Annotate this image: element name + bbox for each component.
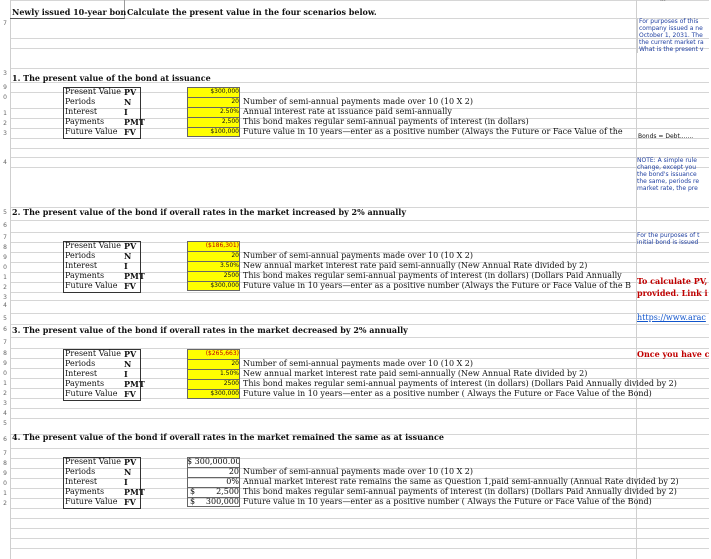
header-title-b: Calculate the present value in the four scenarios below.: [127, 7, 377, 17]
s4-row-label: Interest: [65, 477, 98, 486]
s3-row-label: Interest: [65, 369, 98, 378]
s1-row-code: N: [124, 97, 132, 107]
s4-row-label: Periods: [65, 467, 96, 476]
s4-value-input[interactable]: 0%: [226, 477, 239, 486]
s3-value-input[interactable]: 20: [231, 360, 239, 367]
s3-row-description: Future value in 10 years—enter as a positive number ( Always the Future or Face Value of the Bond): [243, 389, 652, 398]
grid-row-line: [10, 232, 709, 233]
s3-row-description: Number of semi-annual payments made over 10 (10 X 2): [243, 359, 474, 368]
s1-value-cell-border: [187, 117, 240, 127]
s4-row-description: Number of semi-annual payments made over 10 (10 X 2): [243, 467, 474, 476]
s4-row-label: Future Value: [65, 497, 118, 506]
s1-value-cell-border: [187, 87, 240, 97]
s4-value-cell-border: [187, 457, 240, 467]
row-number[interactable]: 8: [3, 350, 7, 357]
s3-value-input[interactable]: 2500: [223, 380, 239, 387]
s2-row-description: This bond makes regular semi-annual payments of interest (in dollars) (Dollars Paid Annually: [243, 271, 622, 280]
grid-row-line: [10, 418, 709, 419]
row-number[interactable]: 6: [3, 326, 7, 333]
s3-value-input[interactable]: ($265,663): [205, 350, 239, 357]
s2-row-code: PV: [124, 241, 137, 251]
row-number[interactable]: 0: [3, 480, 7, 487]
row-number[interactable]: 1: [3, 490, 7, 497]
s3-value-cell-border: [187, 359, 240, 369]
bonds-debt-note: Bonds = Debt.......: [638, 133, 694, 140]
row-number[interactable]: 2: [3, 284, 7, 291]
side-note-1-line: the current market ra: [639, 39, 704, 46]
s2-value-cell-border: [187, 241, 240, 251]
row-number[interactable]: 6: [3, 436, 7, 443]
s4-value-input[interactable]: 20: [228, 467, 239, 476]
side-note-2: [637, 157, 709, 192]
grid-row-line: [10, 148, 709, 149]
s2-row-description: New annual market interest rate paid semi-annually (New Annual Rate divided by 2): [243, 261, 588, 270]
s2-row-description: Future value in 10 years—enter as a positive number (Always the Future or Face Value of the B: [243, 281, 632, 290]
s1-row-code: FV: [124, 127, 136, 137]
currency-symbol: $: [190, 497, 196, 506]
s4-row-description: Annual market interest rate remains the same as Question 1,paid semi-annually (Annual Rate divided by 2): [243, 477, 679, 486]
s3-title: 3. The present value of the bond if overall rates in the market decreased by 2% annually: [12, 325, 408, 335]
s4-value-cell-border: [187, 467, 240, 477]
row-number[interactable]: 0: [3, 264, 7, 271]
row-number[interactable]: 9: [3, 254, 7, 261]
grid-row-line: [10, 313, 709, 314]
s1-value-input[interactable]: 2.50%: [219, 108, 239, 115]
row-number[interactable]: 6: [3, 222, 7, 229]
s3-row-description: New annual market interest rate paid semi-annually (New Annual Rate divided by 2): [243, 369, 588, 378]
grid-row-line: [10, 48, 709, 49]
provided-link-note: provided. Link i: [637, 288, 708, 298]
row-number[interactable]: 5: [3, 315, 7, 322]
s4-value-input[interactable]: 300,000: [205, 497, 239, 506]
row-number[interactable]: 5: [3, 209, 7, 216]
s2-value-cell-border: [187, 251, 240, 261]
s3-value-cell-border: [187, 349, 240, 359]
s3-row-code: PMT: [124, 379, 145, 389]
s2-row-label: Future Value: [65, 281, 118, 290]
s1-row-code: I: [124, 107, 128, 117]
grid-row-line: [10, 167, 709, 168]
s2-row-code: PMT: [124, 271, 145, 281]
header-topright: [660, 0, 709, 5]
s2-value-input[interactable]: 20: [231, 252, 239, 259]
s4-title: 4. The present value of the bond if overall rates in the market remained the same as at issuance: [12, 432, 444, 442]
s1-row-label: Periods: [65, 97, 96, 106]
row-number[interactable]: 1: [3, 274, 7, 281]
row-number[interactable]: 1: [3, 110, 7, 117]
s4-value-cell-border: [187, 487, 240, 497]
s3-value-cell-border: [187, 379, 240, 389]
row-number[interactable]: 0: [3, 370, 7, 377]
side-note-1-line: October 1, 2031. The: [639, 32, 703, 39]
grid-row-line: [10, 548, 709, 549]
once-you-have-note: Once you have c: [637, 349, 710, 359]
s1-value-cell-border: [187, 127, 240, 137]
row-number[interactable]: 9: [3, 84, 7, 91]
s1-row-description: This bond makes regular semi-annual payments of interest (in dollars): [243, 117, 529, 126]
s1-row-description: Annual interest rate at issuance paid semi-annually: [243, 107, 452, 116]
s1-value-input[interactable]: 20: [231, 98, 239, 105]
s1-row-code: PMT: [124, 117, 145, 127]
s2-row-code: FV: [124, 281, 136, 291]
row-number[interactable]: 9: [3, 470, 7, 477]
s2-row-code: I: [124, 261, 128, 271]
s4-row-code: PMT: [124, 487, 145, 497]
header-title-a: Newly issued 10-year bon: [12, 7, 127, 17]
s1-row-label: Interest: [65, 107, 98, 116]
s1-row-label: Future Value: [65, 127, 118, 136]
row-number[interactable]: 4: [3, 410, 7, 417]
s4-row-code: N: [124, 467, 132, 477]
s2-value-input[interactable]: $300,000: [210, 282, 239, 289]
s1-value-cell-border: [187, 97, 240, 107]
s2-title: 2. The present value of the bond if overall rates in the market increased by 2% annually: [12, 207, 406, 217]
grid-row-line: [10, 528, 709, 529]
s1-row-code: PV: [124, 87, 137, 97]
grid-row-line: [10, 538, 709, 539]
s2-value-cell-border: [187, 281, 240, 291]
row-number[interactable]: 1: [3, 380, 7, 387]
s4-row-label: Present Value: [65, 457, 121, 466]
s3-row-label: Present Value: [65, 349, 121, 358]
side-note-3-line: For the purposes of t: [637, 232, 700, 239]
grid-row-line: [10, 157, 709, 158]
s3-value-cell-border: [187, 389, 240, 399]
s2-row-label: Periods: [65, 251, 96, 260]
s2-value-cell-border: [187, 271, 240, 281]
s3-value-input[interactable]: $300,000: [210, 390, 239, 397]
s4-row-code: I: [124, 477, 128, 487]
s4-row-code: FV: [124, 497, 136, 507]
row-number[interactable]: 7: [3, 339, 7, 346]
row-number[interactable]: 2: [3, 390, 7, 397]
s4-value-cell-border: [187, 497, 240, 507]
s1-value-input[interactable]: $300,000: [210, 88, 239, 95]
s3-row-description: This bond makes regular semi-annual payments of interest (in dollars) (Dollars Paid Annually divided by 2): [243, 379, 677, 388]
row-number[interactable]: 5: [3, 420, 7, 427]
currency-symbol: $: [190, 487, 196, 496]
s2-row-description: Number of semi-annual payments made over 10 (10 X 2): [243, 251, 474, 260]
s2-value-input[interactable]: 2500: [223, 272, 239, 279]
grid-row-line: [10, 448, 709, 449]
row-number[interactable]: 9: [3, 360, 7, 367]
grid-row-line: [10, 518, 709, 519]
grid-row-line: [10, 38, 709, 39]
side-note-2-line: NOTE: A simple rule: [637, 157, 697, 164]
side-note-1-line: company issued a ne: [639, 25, 703, 32]
row-number[interactable]: 2: [3, 500, 7, 507]
row-number[interactable]: 3: [3, 70, 7, 77]
s2-row-label: Payments: [65, 271, 105, 280]
row-number[interactable]: 2: [3, 120, 7, 127]
s2-value-input[interactable]: ($186,301): [205, 242, 239, 249]
side-note-2-line: the bond's issuance: [637, 171, 697, 178]
s3-row-label: Future Value: [65, 389, 118, 398]
row-number[interactable]: 7: [3, 234, 7, 241]
calc-pv-note: To calculate PV,: [637, 276, 708, 286]
s4-row-description: This bond makes regular semi-annual payments of interest (in dollars) (Dollars Paid Annually divided by 2): [243, 487, 677, 496]
row-number[interactable]: 3: [3, 400, 7, 407]
external-link[interactable]: https://www.arac: [637, 313, 706, 322]
s4-row-code: PV: [124, 457, 137, 467]
s1-row-description: Number of semi-annual payments made over 10 (10 X 2): [243, 97, 474, 106]
s4-row-label: Payments: [65, 487, 105, 496]
side-note-3-line: initial bond is issued: [637, 239, 699, 246]
s1-row-label: Present Value: [65, 87, 121, 96]
s1-value-input[interactable]: 2,500: [221, 118, 239, 125]
side-note-3: [637, 232, 709, 246]
grid-row-line: [10, 408, 709, 409]
s3-row-code: I: [124, 369, 128, 379]
s2-value-cell-border: [187, 261, 240, 271]
s1-row-label: Payments: [65, 117, 105, 126]
grid-row-line: [10, 68, 709, 69]
s1-row-description: Future value in 10 years—enter as a positive number (Always the Future or Face Value of the: [243, 127, 623, 136]
grid-row-line: [10, 300, 709, 301]
s1-value-input[interactable]: $100,000: [210, 128, 239, 135]
grid-row-line: [10, 337, 709, 338]
row-number[interactable]: 8: [3, 244, 7, 251]
s4-value-cell-border: [187, 477, 240, 487]
s3-row-code: N: [124, 359, 132, 369]
s1-value-cell-border: [187, 107, 240, 117]
s3-row-code: PV: [124, 349, 137, 359]
s3-value-cell-border: [187, 369, 240, 379]
row-number[interactable]: 3: [3, 294, 7, 301]
row-number[interactable]: 4: [3, 302, 7, 309]
s4-value-input[interactable]: 2,500: [216, 487, 239, 496]
s3-row-label: Periods: [65, 359, 96, 368]
grid-row-line: [10, 220, 709, 221]
s3-row-code: FV: [124, 389, 136, 399]
row-header-divider: [10, 0, 11, 559]
side-note-2-line: market rate, the pre: [637, 185, 698, 192]
side-note-2-line: the same, periods re: [637, 178, 700, 185]
row-number[interactable]: 3: [3, 130, 7, 137]
s4-row-description: Future value in 10 years—enter as a positive number ( Always the Future or Face Value of the Bond): [243, 497, 652, 506]
s2-row-label: Present Value: [65, 241, 121, 250]
side-note-1-line: For purposes of this: [639, 18, 699, 25]
s2-value-input[interactable]: 3.50%: [219, 262, 239, 269]
row-number[interactable]: 7: [3, 450, 7, 457]
row-number[interactable]: 0: [3, 94, 7, 101]
s3-row-label: Payments: [65, 379, 105, 388]
row-number[interactable]: 7: [3, 20, 7, 27]
side-note-1-line: What is the present v: [639, 46, 704, 53]
s3-value-input[interactable]: 1.50%: [219, 370, 239, 377]
s2-row-code: N: [124, 251, 132, 261]
s1-title: 1. The present value of the bond at issuance: [12, 73, 211, 83]
side-note-2-line: change, except you: [637, 164, 697, 171]
row-number[interactable]: 8: [3, 460, 7, 467]
s2-row-label: Interest: [65, 261, 98, 270]
s4-value-input[interactable]: $ 300,000.00: [187, 457, 241, 466]
side-note-1: [637, 18, 711, 53]
row-number[interactable]: 4: [3, 159, 7, 166]
